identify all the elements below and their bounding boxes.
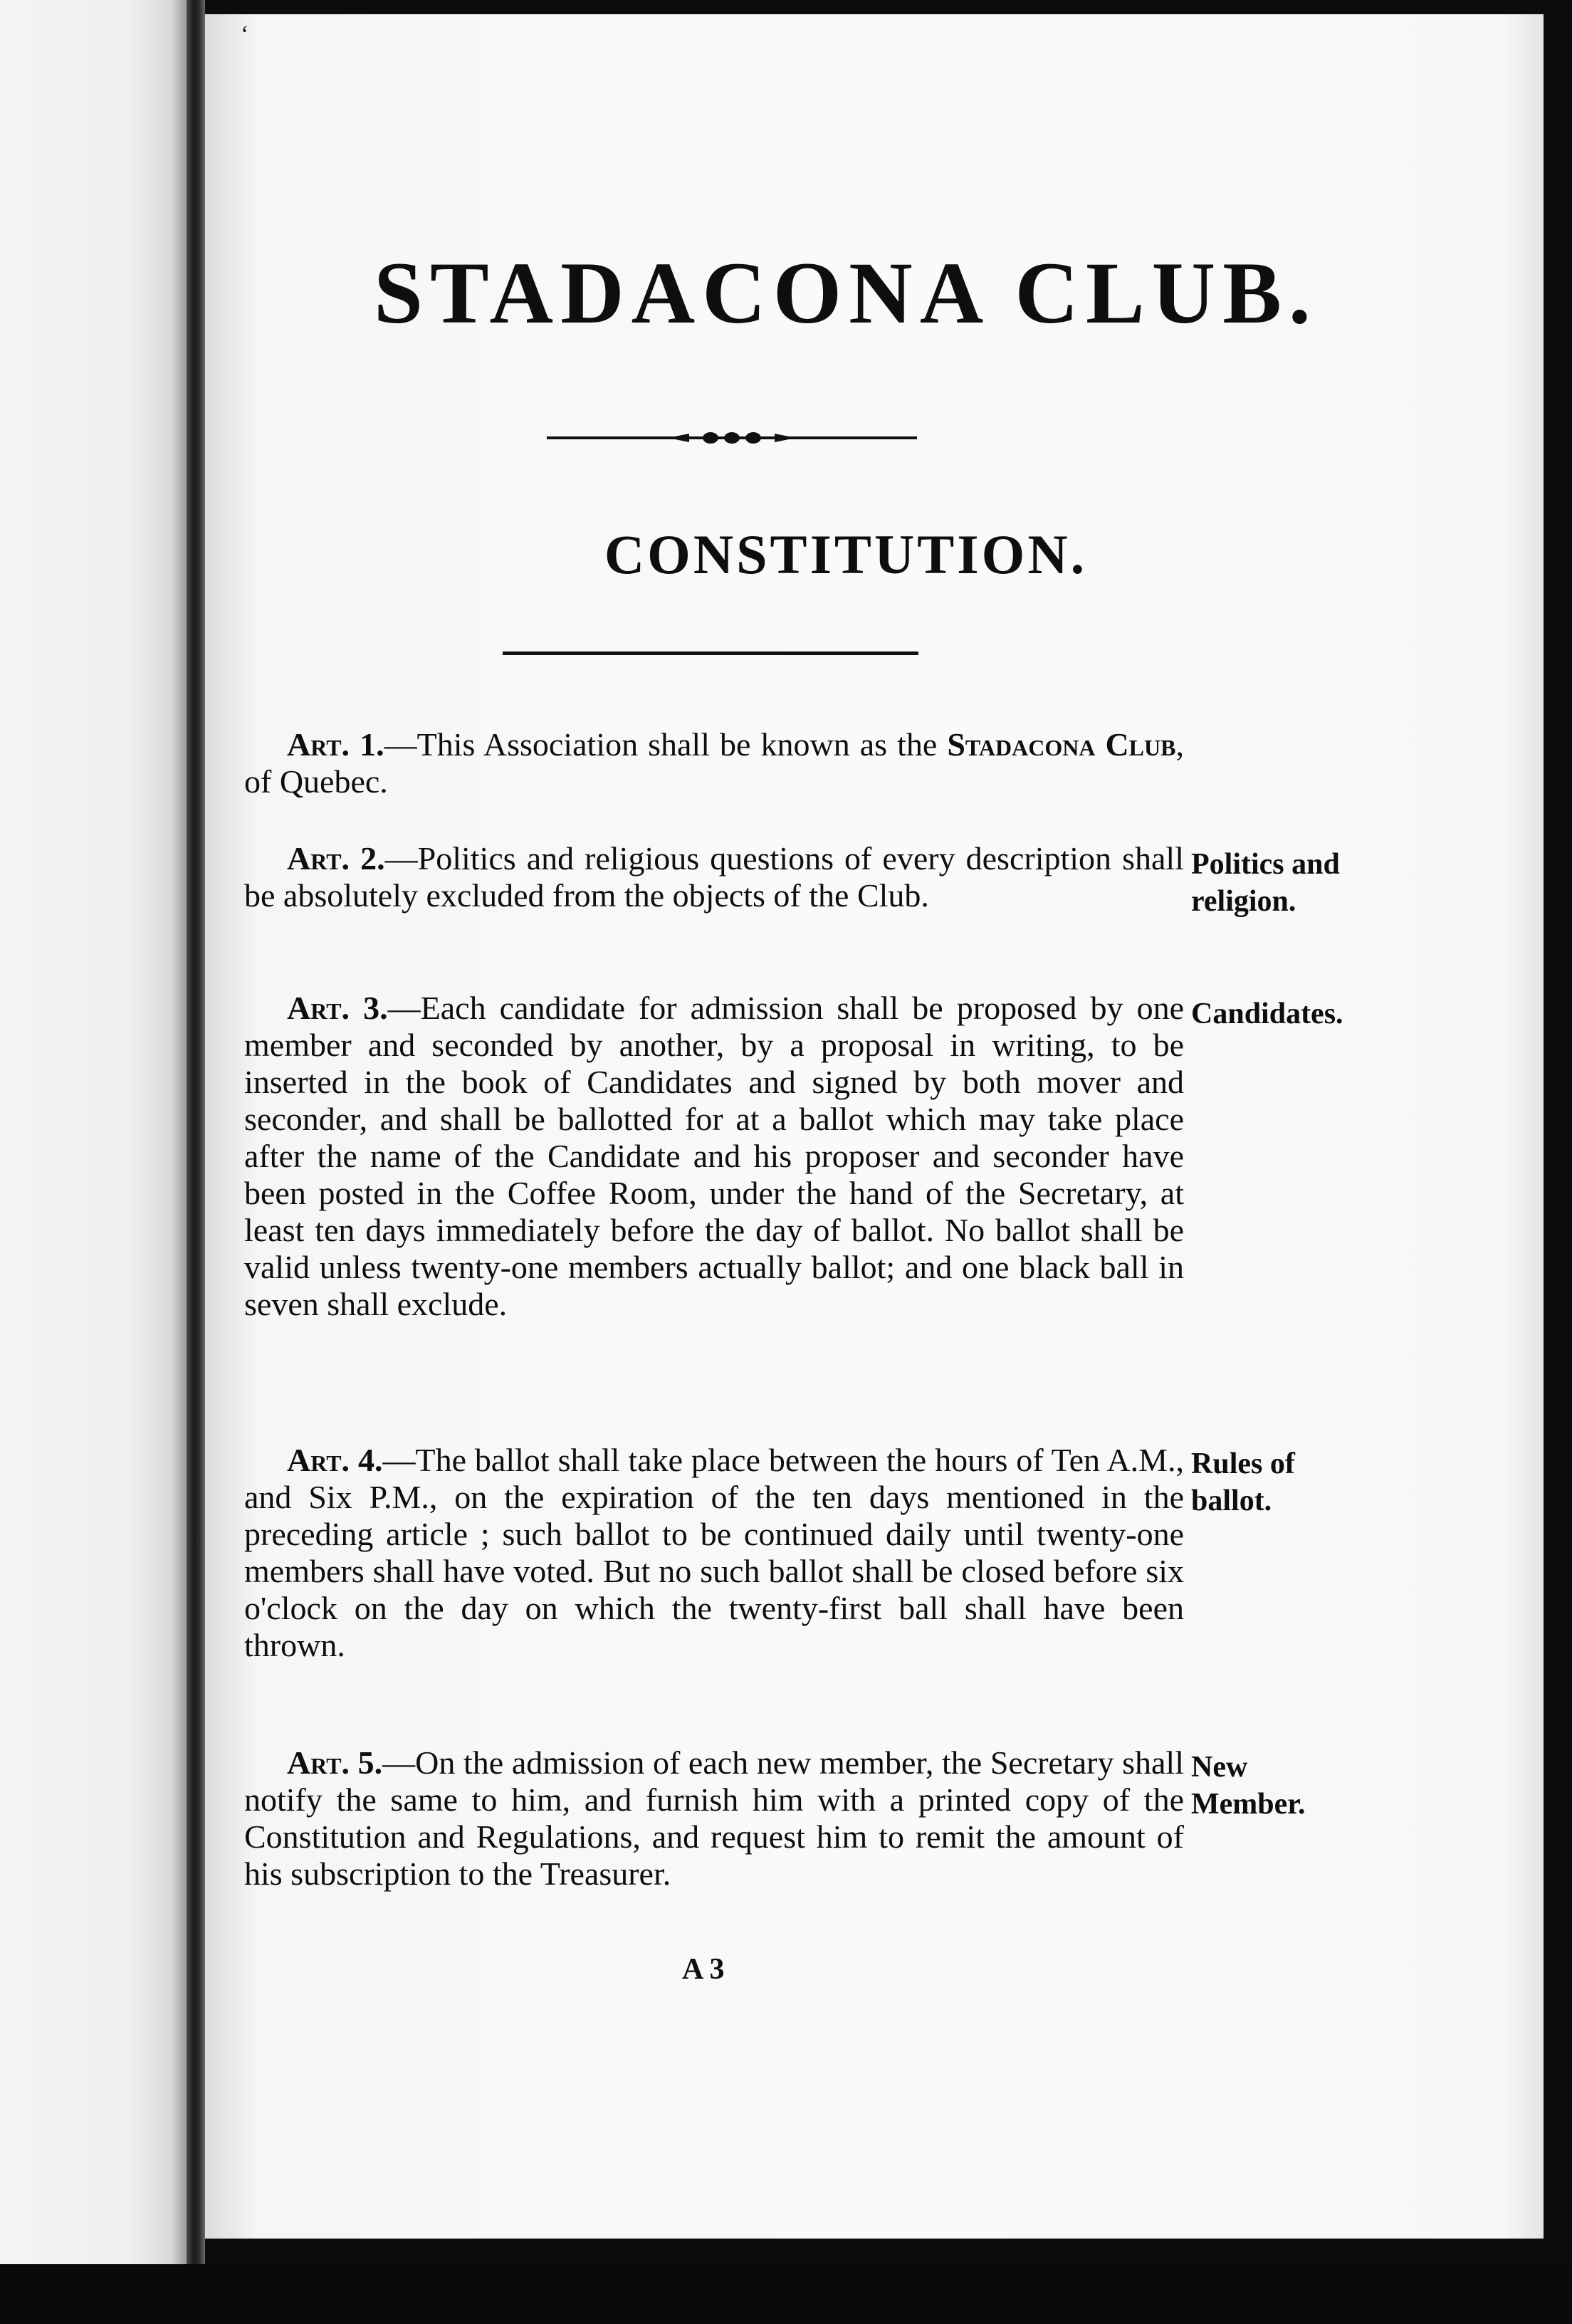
previous-page-edge bbox=[0, 0, 187, 2264]
margin-note-politics: Politics and religion. bbox=[1191, 848, 1340, 918]
article-text: —Politics and religious questions of every description shall be absolutely excluded from the objects of the Club. bbox=[244, 840, 1184, 914]
article-label: Art. 3. bbox=[287, 990, 388, 1026]
heading-rule bbox=[503, 651, 918, 655]
page-title: STADACONA CLUB. bbox=[374, 244, 1318, 342]
margin-note-candidates: Candidates. bbox=[1191, 998, 1343, 1030]
margin-note-new-member: New Member. bbox=[1191, 1751, 1306, 1821]
page-mark: ‘ bbox=[241, 21, 249, 48]
article-3 bbox=[244, 990, 1184, 1323]
ornament-divider bbox=[547, 427, 917, 449]
margin-note-ballot: Rules of ballot. bbox=[1191, 1448, 1295, 1517]
book-page bbox=[205, 14, 1544, 2239]
article-label: Art. 4. bbox=[287, 1442, 383, 1478]
article-label: Art. 5. bbox=[287, 1744, 383, 1781]
folio-signature: A 3 bbox=[682, 1953, 725, 1986]
article-text: —On the admission of each new member, the Secretary shall notify the same to him, and furnish him with a printed copy of the Constitution and Regulations, and request him to remit the amount of his subscription to the Treasurer. bbox=[244, 1744, 1184, 1892]
article-text: —Each candidate for admission shall be proposed by one member and seconded by another, by a proposal in writing, to be inserted in the book of Candidates and signed by both mover and seconder, and shall be ballotted for at a ballot which may take place after the name of the Candidate and his proposer and seconder have been posted in the Coffee Room, under the hand of the Secretary, at least ten days immediately before the day of ballot. No ballot shall be valid unless twenty-one members actually ballot; and one black ball in seven shall exclude. bbox=[244, 990, 1184, 1322]
article-text: —The ballot shall take place between the hours of Ten A.M., and Six P.M., on the expiration of the ten days mentioned in the preceding article ; such ballot to be continued daily until twenty-one members shall have voted. But no such ballot shall be closed before six o'clock on the day on which the twenty-first ball shall have been thrown. bbox=[244, 1442, 1184, 1663]
article-1 bbox=[244, 726, 1184, 800]
article-label: Art. 2. bbox=[287, 840, 385, 876]
section-heading: CONSTITUTION. bbox=[604, 523, 1088, 585]
article-2 bbox=[244, 840, 1184, 914]
article-5 bbox=[244, 1744, 1184, 1893]
article-label: Art. 1. bbox=[287, 726, 384, 763]
article-4 bbox=[244, 1442, 1184, 1664]
article-text: , of Quebec. bbox=[244, 726, 1184, 800]
book-gutter bbox=[187, 0, 205, 2324]
club-name: Stadacona Club bbox=[947, 726, 1176, 763]
scan-bottom-border bbox=[0, 2264, 1572, 2324]
article-text: —This Association shall be known as the bbox=[384, 726, 948, 763]
